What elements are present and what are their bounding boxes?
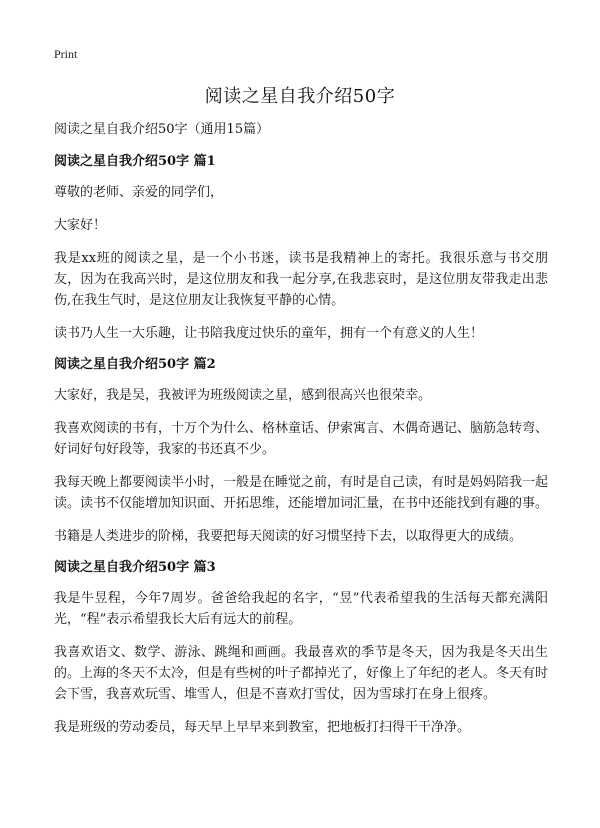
paragraph: 读书乃人生一大乐趣，让书陪我度过快乐的童年，拥有一个有意义的人生！: [54, 326, 484, 341]
paragraph: 大家好！: [54, 218, 107, 233]
document-body: [54, 121, 548, 750]
paragraph: 书籍是人类进步的阶梯，我要把每天阅读的好习惯坚持下去，以取得更大的成绩。: [54, 529, 523, 544]
paragraph: 我是xx班的阅读之星，是一个小书迷，读书是我精神上的寄托。我很乐意与书交朋友，因为在我高兴时，是这位朋友和我一起分享,在我悲哀时，是这位朋友带我走出悲伤,在我生气时，是这位朋友让我恢复平静的心情。: [54, 251, 548, 308]
paragraph: 我是牛昱程，今年7周岁。爸爸给我起的名字，“昱”代表希望我的生活每天都充满阳光，“程”表示希望我长大后有远大的前程。: [54, 591, 548, 627]
paragraph: 尊敬的老师、亲爱的同学们，: [54, 185, 224, 200]
section-1: [54, 153, 548, 344]
section-heading: 阅读之星自我介绍50字 篇3: [54, 560, 216, 575]
paragraph: 我每天晚上都要阅读半小时，一般是在睡觉之前，有时是自己读，有时是妈妈陪我一起读。读书不仅能增加知识面、开拓思维，还能增加词汇量，在书中还能找到有趣的事。: [54, 475, 549, 511]
section-2: [54, 356, 548, 547]
paragraph: 我喜欢语文、数学、游泳、跳绳和画画。我最喜欢的季节是冬天，因为我是冬天出生的。上海的冬天不太冷，但是有些树的叶子都掉光了，好像上了年纪的老人。冬天有时会下雪，我喜欢玩雪、堆雪人，但是不喜欢打雪仗，因为雪球打在身上很疼。: [54, 645, 549, 702]
paragraph: 大家好，我是吴，我被评为班级阅读之星，感到很高兴也很荣幸。: [54, 388, 432, 403]
section-heading: 阅读之星自我介绍50字 篇1: [54, 154, 216, 169]
section-heading: 阅读之星自我介绍50字 篇2: [54, 357, 216, 372]
print-link[interactable]: Print: [54, 47, 78, 61]
paragraph: 我是班级的劳动委员，每天早上早早来到教室，把地板打扫得干干净净。: [54, 720, 471, 735]
page-title: 阅读之星自我介绍50字: [204, 86, 396, 107]
document-subtitle: 阅读之星自我介绍50字（通用15篇）: [54, 122, 270, 137]
paragraph: 我喜欢阅读的书有，十万个为什么、格林童话、伊索寓言、木偶奇遇记、脑筋急转弯、好词好句好段等，我家的书还真不少。: [54, 421, 549, 457]
section-3: [54, 559, 548, 738]
